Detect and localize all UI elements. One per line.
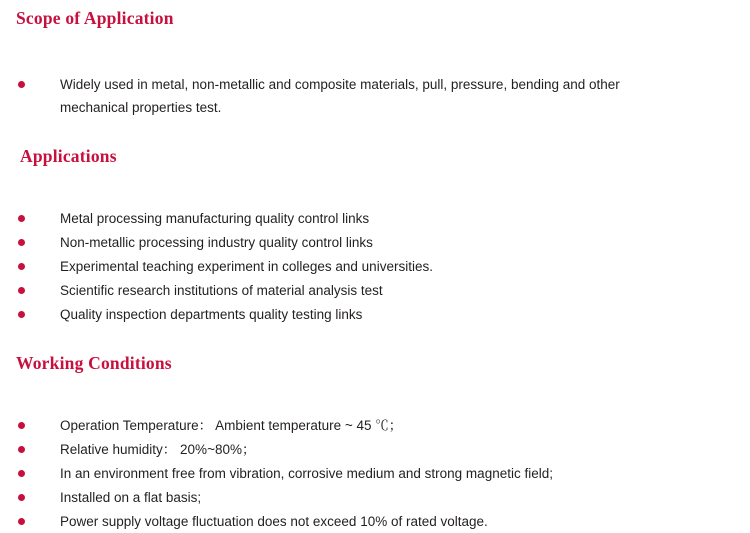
spacer-between-scope-and-applications <box>16 120 726 146</box>
bullet-dot-icon <box>18 81 25 88</box>
section-applications <box>16 146 726 326</box>
list-item <box>16 486 726 509</box>
list-item <box>16 414 726 437</box>
bullet-dot-icon <box>18 311 25 318</box>
list-item-text: Scientific research institutions of material analysis test <box>60 283 383 298</box>
list-item-text: Quality inspection departments quality testing links <box>60 307 363 322</box>
section-title-working-conditions: Working Conditions <box>16 353 172 373</box>
list-item <box>16 438 726 461</box>
bullet-dot-icon <box>18 422 25 429</box>
list-item-text: Widely used in metal, non-metallic and composite materials, pull, pressure, bending and other mechanical properties test. <box>60 77 620 115</box>
list-item-text: Experimental teaching experiment in colleges and universities. <box>60 259 433 274</box>
section-title-scope: Scope of Application <box>16 8 174 28</box>
bullet-dot-icon <box>18 287 25 294</box>
section-working-conditions <box>16 353 726 533</box>
list-item <box>16 462 726 485</box>
list-item-text: Relative humidity： 20%~80%； <box>60 442 256 457</box>
working-conditions-bullet-list <box>16 414 726 533</box>
spacer-after-applications-title <box>16 177 726 207</box>
list-item <box>16 303 726 326</box>
list-item <box>16 231 726 254</box>
list-item <box>16 207 726 230</box>
bullet-dot-icon <box>18 494 25 501</box>
list-item <box>16 510 726 533</box>
list-item <box>16 73 726 119</box>
spacer-between-applications-and-working <box>16 327 726 353</box>
list-item-text: Power supply voltage fluctuation does not exceed 10% of rated voltage. <box>60 514 488 529</box>
bullet-dot-icon <box>18 518 25 525</box>
bullet-dot-icon <box>18 446 25 453</box>
section-scope-of-application <box>16 8 726 119</box>
spacer-after-scope-title <box>16 39 726 73</box>
list-item <box>16 279 726 302</box>
bullet-dot-icon <box>18 470 25 477</box>
list-item-text: In an environment free from vibration, corrosive medium and strong magnetic field; <box>60 466 553 481</box>
list-item-text: Installed on a flat basis; <box>60 490 202 505</box>
section-title-applications: Applications <box>20 146 117 166</box>
spacer-after-working-title <box>16 384 726 414</box>
bullet-dot-icon <box>18 263 25 270</box>
list-item-text: Operation Temperature： Ambient temperature ~ 45 ℃； <box>60 418 403 433</box>
bullet-dot-icon <box>18 215 25 222</box>
applications-bullet-list <box>16 207 726 326</box>
list-item <box>16 255 726 278</box>
list-item-text: Non-metallic processing industry quality control links <box>60 235 373 250</box>
list-item-text: Metal processing manufacturing quality control links <box>60 211 370 226</box>
bullet-dot-icon <box>18 239 25 246</box>
scope-bullet-list <box>16 73 726 119</box>
